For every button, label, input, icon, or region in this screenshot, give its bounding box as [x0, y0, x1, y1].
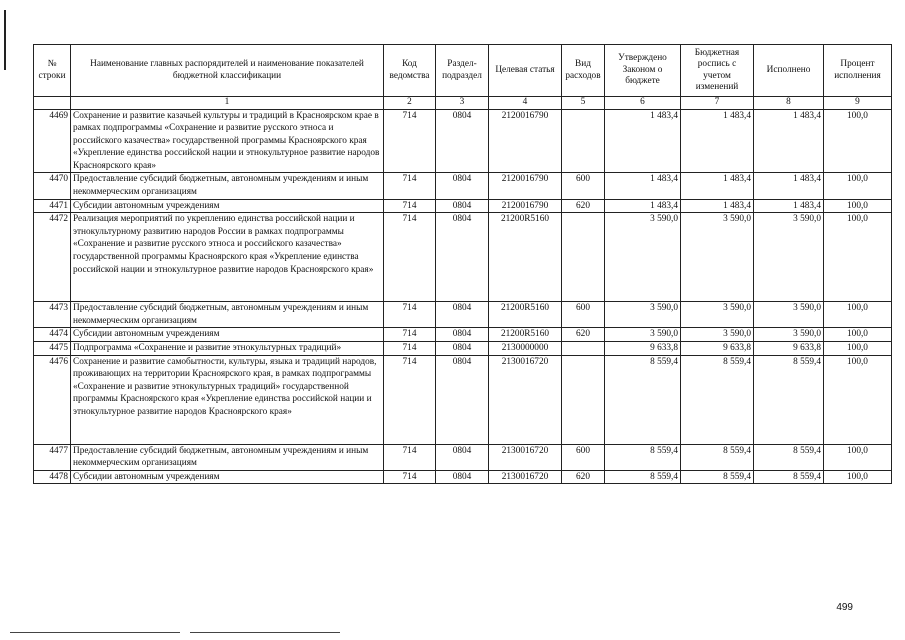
- table-row: [34, 109, 892, 173]
- header-percent: Процент исполнения: [824, 45, 892, 97]
- executed-amount: 1 483,4: [754, 199, 824, 213]
- executed-amount: 1 483,4: [754, 109, 824, 173]
- executed-amount: 8 559,4: [754, 470, 824, 484]
- section-code: 0804: [436, 302, 489, 328]
- target-item: 2120016790: [489, 199, 562, 213]
- column-number: 1: [71, 97, 384, 110]
- expense-type: [562, 342, 605, 356]
- executed-amount: 3 590,0: [754, 213, 824, 302]
- header-name: Наименование главных распорядителей и наименование показателей бюджетной классификации: [71, 45, 384, 97]
- schedule-amount: 1 483,4: [681, 199, 754, 213]
- schedule-amount: 1 483,4: [681, 173, 754, 199]
- expense-type: 600: [562, 444, 605, 470]
- expense-type: 600: [562, 302, 605, 328]
- department-code: 714: [384, 213, 436, 302]
- schedule-amount: 3 590,0: [681, 302, 754, 328]
- row-name: Предоставление субсидий бюджетным, автономным учреждениям и иным некоммерческим организациям: [71, 302, 384, 328]
- column-number: 5: [562, 97, 605, 110]
- schedule-amount: 8 559,4: [681, 444, 754, 470]
- column-number: 4: [489, 97, 562, 110]
- row-name: Субсидии автономным учреждениям: [71, 199, 384, 213]
- row-name: Сохранение и развитие казачьей культуры и традиций в Красноярском крае в рамках подпрограммы «Сохранение и развитие русского этноса и российского казачества» государственной программы Красноярского края «Укрепление единства российской нации и этнокультурное развитие народов Красноярского края»: [71, 109, 384, 173]
- row-number: 4471: [34, 199, 71, 213]
- expense-type: 620: [562, 328, 605, 342]
- section-code: 0804: [436, 355, 489, 444]
- section-code: 0804: [436, 342, 489, 356]
- executed-amount: 3 590,0: [754, 328, 824, 342]
- row-name: Реализация мероприятий по укреплению единства российской нации и этнокультурному развитию народов России в рамках подпрограммы «Сохранение и развитие русского этноса и российского казачества» государственной программы Красноярского края «Укрепление единства российской нации и этнокультурное развитие народов Красноярского края»: [71, 213, 384, 302]
- target-item: 2130016720: [489, 444, 562, 470]
- executed-amount: 8 559,4: [754, 444, 824, 470]
- approved-amount: 1 483,4: [605, 199, 681, 213]
- section-code: 0804: [436, 444, 489, 470]
- target-item: 21200R5160: [489, 328, 562, 342]
- department-code: 714: [384, 173, 436, 199]
- execution-percent: 100,0: [824, 173, 892, 199]
- row-name: Предоставление субсидий бюджетным, автономным учреждениям и иным некоммерческим организациям: [71, 173, 384, 199]
- department-code: 714: [384, 328, 436, 342]
- table-row: [34, 199, 892, 213]
- column-number: 8: [754, 97, 824, 110]
- table-row: [34, 444, 892, 470]
- expense-type: 620: [562, 470, 605, 484]
- table-row: [34, 213, 892, 302]
- schedule-amount: 1 483,4: [681, 109, 754, 173]
- schedule-amount: 8 559,4: [681, 470, 754, 484]
- header-row: [34, 45, 892, 97]
- execution-percent: 100,0: [824, 342, 892, 356]
- target-item: 2130016720: [489, 470, 562, 484]
- approved-amount: 3 590,0: [605, 328, 681, 342]
- row-number: 4472: [34, 213, 71, 302]
- execution-percent: 100,0: [824, 199, 892, 213]
- approved-amount: 1 483,4: [605, 173, 681, 199]
- row-number: 4470: [34, 173, 71, 199]
- expense-type: 600: [562, 173, 605, 199]
- execution-percent: 100,0: [824, 302, 892, 328]
- header-expense-type: Вид расходов: [562, 45, 605, 97]
- expense-type: [562, 355, 605, 444]
- execution-percent: 100,0: [824, 109, 892, 173]
- approved-amount: 9 633,8: [605, 342, 681, 356]
- header-department-code: Код ведомства: [384, 45, 436, 97]
- row-number: 4478: [34, 470, 71, 484]
- row-number: 4476: [34, 355, 71, 444]
- table-row: [34, 302, 892, 328]
- department-code: 714: [384, 470, 436, 484]
- page-number: 499: [836, 602, 853, 613]
- row-name: Сохранение и развитие самобытности, культуры, языка и традиций народов, проживающих на территории Красноярского края, в рамках подпрограммы «Сохранение и развитие этнокультурных традиций» государственной программы Красноярского края «Укрепление единства российской нации и этнокультурное развитие народов Красноярского края»: [71, 355, 384, 444]
- schedule-amount: 9 633,8: [681, 342, 754, 356]
- header-target-item: Целевая статья: [489, 45, 562, 97]
- column-number: 7: [681, 97, 754, 110]
- department-code: 714: [384, 355, 436, 444]
- execution-percent: 100,0: [824, 213, 892, 302]
- row-name: Предоставление субсидий бюджетным, автономным учреждениям и иным некоммерческим организациям: [71, 444, 384, 470]
- row-number: 4469: [34, 109, 71, 173]
- column-number: 6: [605, 97, 681, 110]
- approved-amount: 8 559,4: [605, 470, 681, 484]
- column-number: 3: [436, 97, 489, 110]
- row-number: 4475: [34, 342, 71, 356]
- schedule-amount: 8 559,4: [681, 355, 754, 444]
- execution-percent: 100,0: [824, 328, 892, 342]
- header-section: Раздел-подраздел: [436, 45, 489, 97]
- execution-percent: 100,0: [824, 470, 892, 484]
- approved-amount: 8 559,4: [605, 355, 681, 444]
- approved-amount: 1 483,4: [605, 109, 681, 173]
- table-row: [34, 342, 892, 356]
- row-number: 4477: [34, 444, 71, 470]
- section-code: 0804: [436, 213, 489, 302]
- bottom-rule: [10, 632, 180, 633]
- row-name: Субсидии автономным учреждениям: [71, 328, 384, 342]
- table-row: [34, 470, 892, 484]
- executed-amount: 8 559,4: [754, 355, 824, 444]
- header-row-number: № строки: [34, 45, 71, 97]
- section-code: 0804: [436, 109, 489, 173]
- column-number: 2: [384, 97, 436, 110]
- target-item: 2130016720: [489, 355, 562, 444]
- table-row: [34, 173, 892, 199]
- section-code: 0804: [436, 328, 489, 342]
- department-code: 714: [384, 109, 436, 173]
- expense-type: [562, 109, 605, 173]
- execution-percent: 100,0: [824, 444, 892, 470]
- target-item: 21200R5160: [489, 213, 562, 302]
- department-code: 714: [384, 342, 436, 356]
- column-number-row: [34, 97, 892, 110]
- bottom-rule: [190, 632, 340, 633]
- header-budget-schedule: Бюджетная роспись с учетом изменений: [681, 45, 754, 97]
- column-number: [34, 97, 71, 110]
- expense-type: 620: [562, 199, 605, 213]
- row-number: 4474: [34, 328, 71, 342]
- column-number: 9: [824, 97, 892, 110]
- approved-amount: 3 590,0: [605, 302, 681, 328]
- department-code: 714: [384, 199, 436, 213]
- approved-amount: 3 590,0: [605, 213, 681, 302]
- row-number: 4473: [34, 302, 71, 328]
- target-item: 2120016790: [489, 109, 562, 173]
- target-item: 2130000000: [489, 342, 562, 356]
- section-code: 0804: [436, 173, 489, 199]
- approved-amount: 8 559,4: [605, 444, 681, 470]
- executed-amount: 1 483,4: [754, 173, 824, 199]
- header-executed: Исполнено: [754, 45, 824, 97]
- section-code: 0804: [436, 470, 489, 484]
- schedule-amount: 3 590,0: [681, 213, 754, 302]
- margin-rule: [4, 10, 6, 70]
- schedule-amount: 3 590,0: [681, 328, 754, 342]
- execution-percent: 100,0: [824, 355, 892, 444]
- expense-type: [562, 213, 605, 302]
- target-item: 2120016790: [489, 173, 562, 199]
- target-item: 21200R5160: [489, 302, 562, 328]
- table-row: [34, 355, 892, 444]
- header-approved: Утверждено Законом о бюджете: [605, 45, 681, 97]
- row-name: Подпрограмма «Сохранение и развитие этнокультурных традиций»: [71, 342, 384, 356]
- row-name: Субсидии автономным учреждениям: [71, 470, 384, 484]
- budget-table: [33, 44, 892, 484]
- executed-amount: 3 590,0: [754, 302, 824, 328]
- department-code: 714: [384, 444, 436, 470]
- department-code: 714: [384, 302, 436, 328]
- table-row: [34, 328, 892, 342]
- section-code: 0804: [436, 199, 489, 213]
- executed-amount: 9 633,8: [754, 342, 824, 356]
